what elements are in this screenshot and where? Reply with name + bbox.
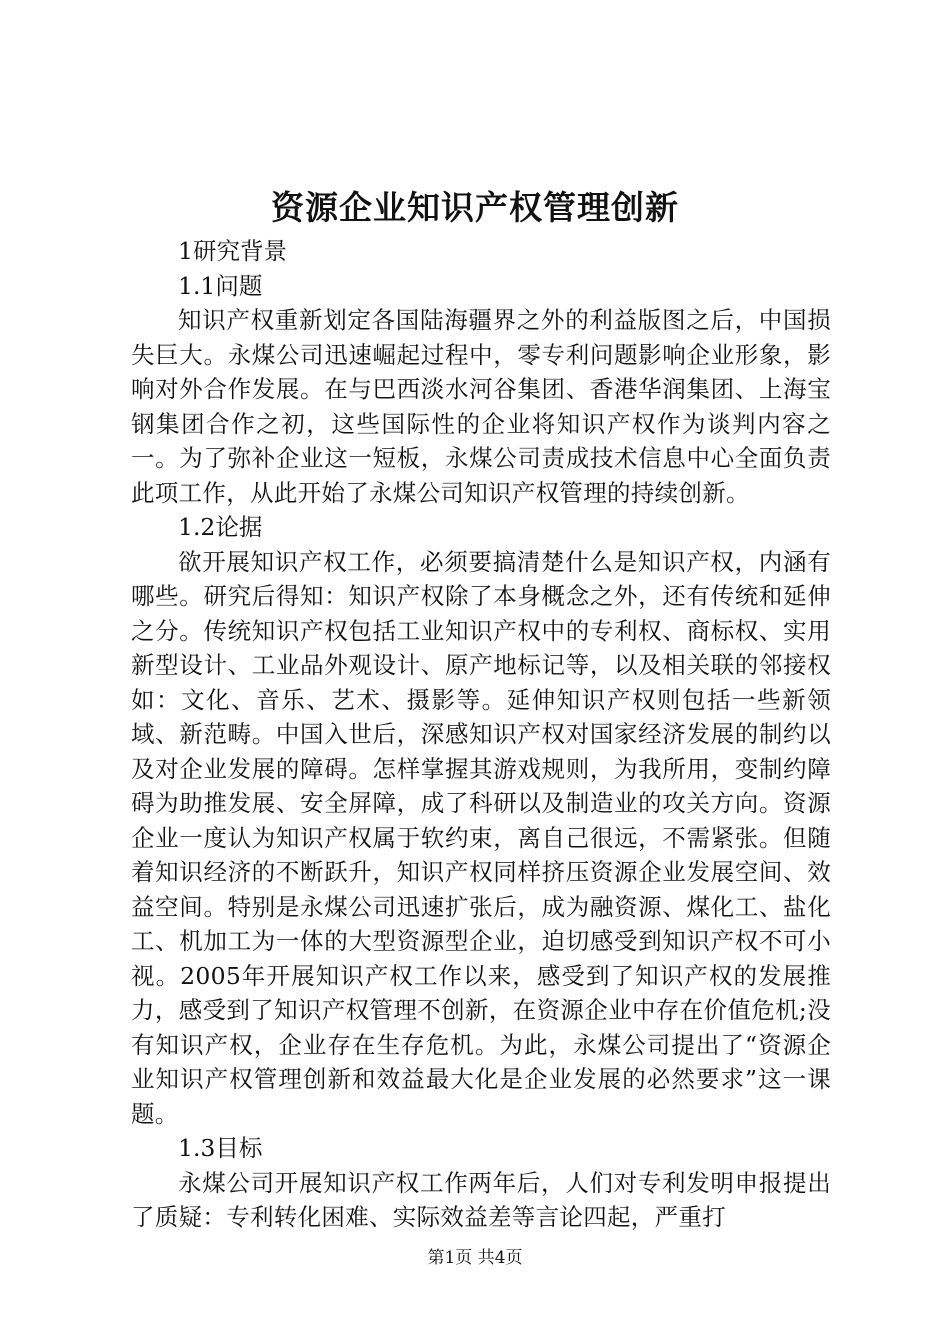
page-footer: 第1页 共4页 [427, 1248, 523, 1268]
section-heading-1-1: 1.1问题 [178, 271, 263, 300]
document-title: 资源企业知识产权管理创新 [271, 188, 679, 227]
paragraph-argument: 欲开展知识产权工作，必须要搞清楚什么是知识产权，内涵有哪些。研究后得知：知识产权除了本身概念之外，还有传统和延伸之分。传统知识产权包括工业知识产权中的专利权、商标权、实用新型设计、工业品外观设计、原产地标记等，以及相关联的邻接权如：文化、音乐、艺术、摄影等。延伸知识产权则包括一些新领域、新范畴。中国入世后，深感知识产权对国家经济发展的制约以及对企业发展的障碍。怎样掌握其游戏规则，为我所用，变制约障碍为助推发展、安全屏障，成了科研以及制造业的攻关方向。资源企业一度认为知识产权属于软约束，离自己很远，不需紧张。但随着知识经济的不断跃升，知识产权同样挤压资源企业发展空间、效益空间。特别是永煤公司迅速扩张后，成为融资源、煤化工、盐化工、机加工为一体的大型资源型企业，迫切感受到知识产权不可小视。2005年开展知识产权工作以来，感受到了知识产权的发展推力，感受到了知识产权管理不创新，在资源企业中存在价值危机;没有知识产权，企业存在生存危机。为此，永煤公司提出了“资源企业知识产权管理创新和效益最大化是企业发展的必然要求”这一课题。 [131, 547, 831, 1128]
document-body [131, 234, 831, 1235]
paragraph-problem: 知识产权重新划定各国陆海疆界之外的利益版图之后，中国损失巨大。永煤公司迅速崛起过程中，零专利问题影响企业形象，影响对外合作发展。在与巴西淡水河谷集团、香港华润集团、上海宝钢集团合作之初，这些国际性的企业将知识产权作为谈判内容之一。为了弥补企业这一短板，永煤公司责成技术信息中心全面负责此项工作，从此开始了永煤公司知识产权管理的持续创新。 [131, 306, 831, 507]
paragraph-goal: 永煤公司开展知识产权工作两年后，人们对专利发明申报提出了质疑：专利转化困难、实际效益差等言论四起，严重打 [131, 1168, 831, 1231]
section-heading-1-3: 1.3目标 [178, 1134, 263, 1162]
section-heading-1-2: 1.2论据 [178, 513, 263, 541]
section-heading-1: 1研究背景 [178, 237, 287, 265]
